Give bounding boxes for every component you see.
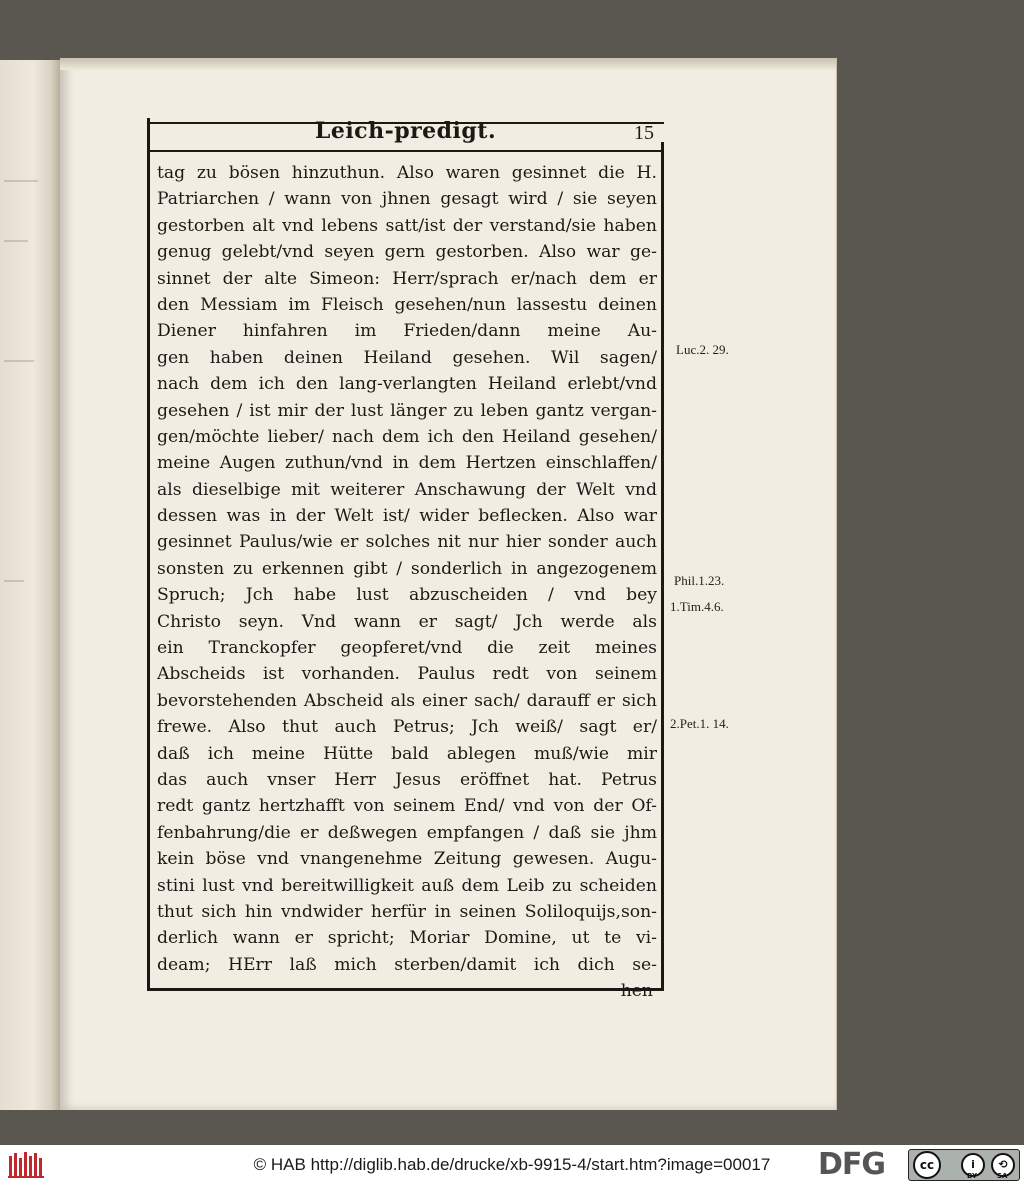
frame-rule-left <box>147 118 150 990</box>
previous-page-edge <box>0 60 60 1110</box>
cc-icon: cc <box>913 1151 941 1179</box>
license-sa-label: SA <box>997 1172 1008 1180</box>
ink-bleed <box>4 360 34 362</box>
text-line: den Messiam im Fleisch gesehen/nun lassestu deinen <box>157 294 657 315</box>
text-line: bevorstehenden Abscheid als einer sach/ darauff er sich <box>157 690 657 711</box>
text-line: kein böse vnd vnangenehme Zeitung gewesen. Augu- <box>157 849 657 870</box>
marginal-note-phil: Phil.1.23. <box>674 573 725 588</box>
text-line: dessen was in der Welt ist/ wider beflecken. Also war <box>157 506 657 527</box>
marginal-note-pet: 2.Pet.1. 14. <box>670 716 729 731</box>
text-line: meine Augen zuthun/vnd in dem Hertzen einschlaffen/ <box>157 453 657 474</box>
text-line: als dieselbige mit weiterer Anschawung der Welt vnd <box>157 479 657 500</box>
text-line: das auch vnser Herr Jesus eröffnet hat. Petrus <box>157 769 657 790</box>
marginal-note-tim: 1.Tim.4.6. <box>670 599 724 614</box>
running-head <box>147 116 664 148</box>
page-number: 15 <box>634 122 654 144</box>
page-top-edge <box>60 58 836 70</box>
text-line: deam; HErr laß mich sterben/damit ich dich se- <box>157 954 657 975</box>
attribution-icon: i <box>961 1153 985 1177</box>
cc-license-badge[interactable] <box>908 1149 1020 1181</box>
text-line: fenbahrung/die er deßwegen empfangen / daß sie jhm <box>157 822 657 843</box>
text-line: derlich wann er spricht; Moriar Domine, ut te vi- <box>157 928 657 949</box>
text-line: daß ich meine Hütte bald ablegen muß/wie mir <box>157 743 657 764</box>
ink-bleed <box>4 180 38 182</box>
license-by-label: BY <box>967 1172 978 1180</box>
text-line: tag zu bösen hinzuthun. Also waren gesinnet die H. <box>157 163 657 183</box>
footer-bar <box>0 1145 1024 1185</box>
text-line: sinnet der alte Simeon: Herr/sprach er/nach dem er <box>157 268 657 289</box>
text-line: gen/möchte lieber/ nach dem ich den Heiland gesehen/ <box>157 426 657 447</box>
text-line: gestorben alt vnd lebens satt/ist der verstand/sie haben <box>157 215 657 236</box>
catchword: hen <box>620 981 653 1002</box>
text-line: redt gantz hertzhafft von seinem End/ vnd von der Of- <box>157 796 657 817</box>
text-line: stini lust vnd bereitwilligkeit auß dem Leib zu scheiden <box>157 875 657 896</box>
text-line: Spruch; Jch habe lust abzuscheiden / vnd bey <box>157 585 657 606</box>
text-line: Abscheids ist vorhanden. Paulus redt von seinem <box>157 664 657 685</box>
ink-bleed <box>4 240 28 242</box>
text-line: gesinnet Paulus/wie er solches nit nur hier sonder auch <box>157 532 657 553</box>
text-line: genug gelebt/vnd seyen gern gestorben. Also war ge- <box>157 242 657 263</box>
text-line: thut sich hin vndwider herfür in seinen Soliloquijs,son- <box>157 901 657 922</box>
dfg-logo[interactable]: DFG <box>818 1147 886 1182</box>
text-line: Patriarchen / wann von jhnen gesagt wird / sie seyen <box>157 189 657 210</box>
ink-bleed <box>4 580 24 582</box>
text-line: gesehen / ist mir der lust länger zu leben gantz vergan- <box>157 400 657 421</box>
running-title: Leich-predigt. <box>314 118 497 144</box>
text-frame <box>147 116 664 1002</box>
marginal-note-luc: Luc.2. 29. <box>676 342 729 357</box>
text-line: gen haben deinen Heiland gesehen. Wil sagen/ <box>157 347 657 368</box>
text-line: ein Tranckopfer geopferet/vnd die zeit meines <box>157 638 657 659</box>
text-line: nach dem ich den lang-verlangten Heiland erlebt/vnd <box>157 374 657 395</box>
share-alike-icon: ⟲ <box>991 1153 1015 1177</box>
text-line: Diener hinfahren im Frieden/dann meine Au- <box>157 321 657 342</box>
text-line: sonsten zu erkennen gibt / sonderlich in angezogenem <box>157 558 657 579</box>
frame-rule-head <box>147 150 664 152</box>
text-line: Christo seyn. Vnd wann er sagt/ Jch werde als <box>157 611 657 632</box>
text-line: frewe. Also thut auch Petrus; Jch weiß/ sagt er/ <box>157 717 657 738</box>
body-text <box>157 160 657 1005</box>
credit-link[interactable]: © HAB http://diglib.hab.de/drucke/xb-9915-4/start.htm?image=00017 <box>253 1155 771 1174</box>
frame-rule-right <box>661 142 664 990</box>
